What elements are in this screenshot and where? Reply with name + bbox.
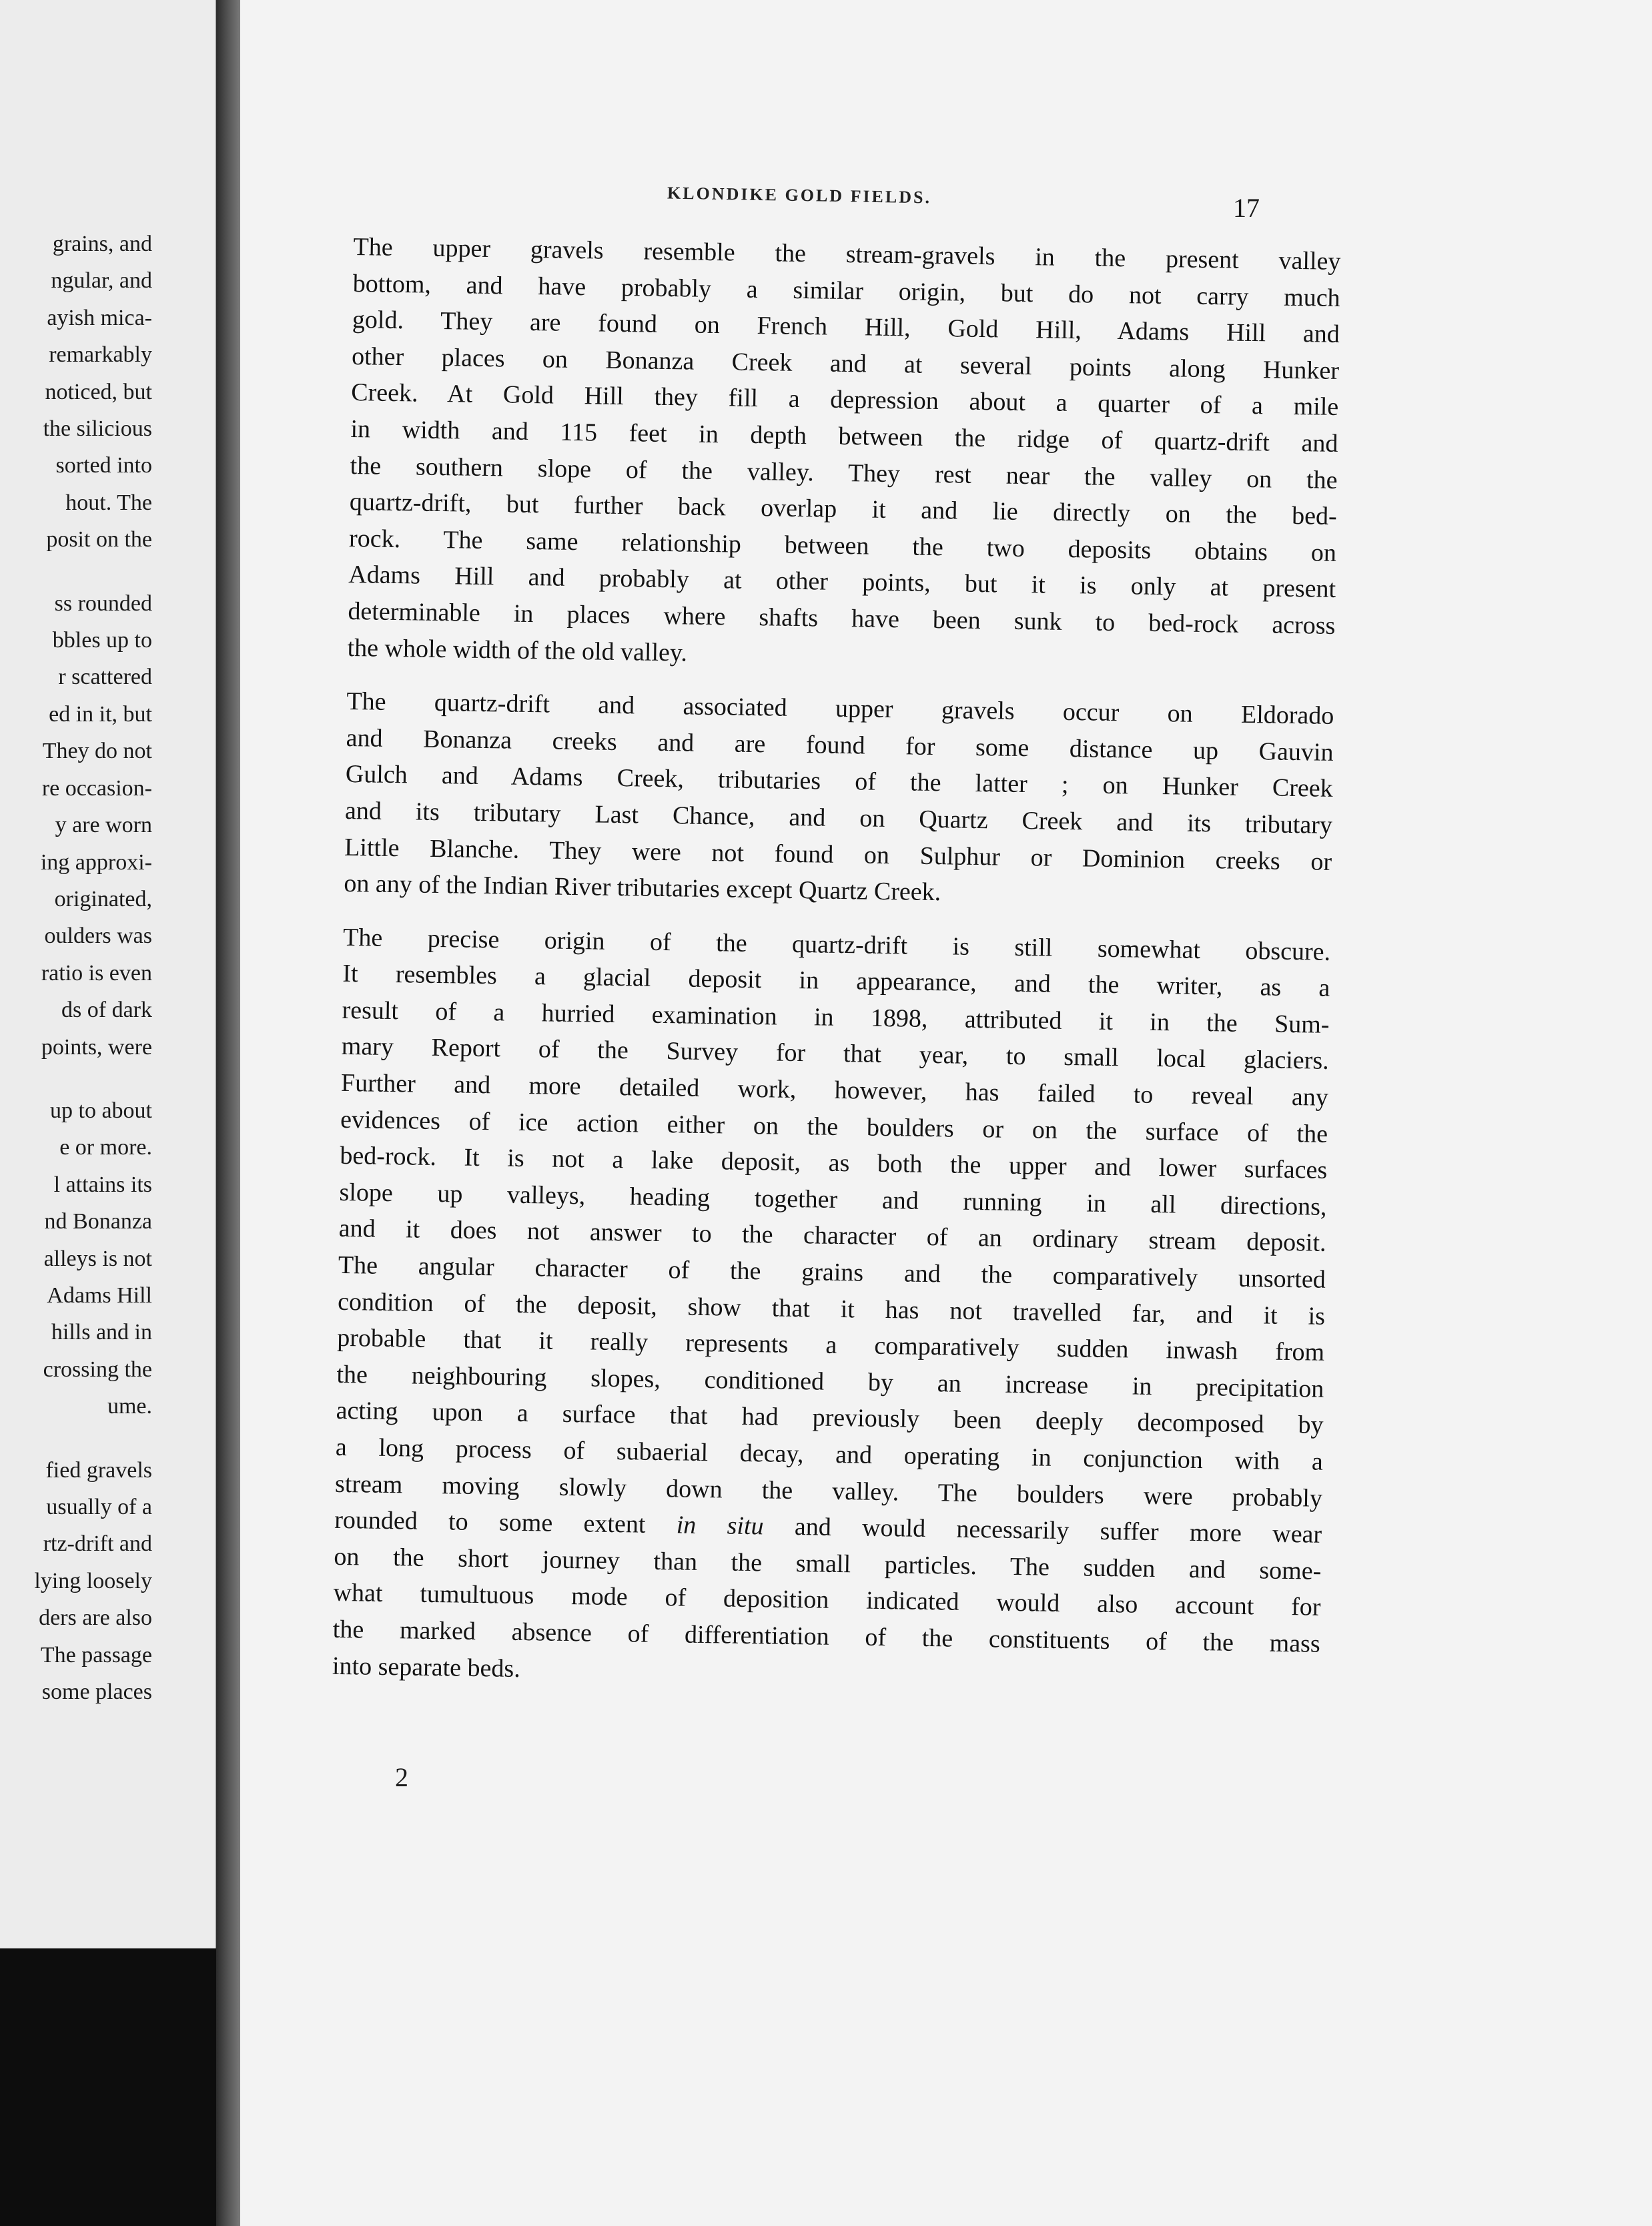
left-page-fragment <box>0 0 216 1948</box>
left-page-line: ngular, and <box>51 268 152 294</box>
text-line: The upper gravels resemble the stream-gravels in the present valley <box>353 233 1341 276</box>
text-line: and its tributary Last Chance, and on Quartz Creek and its tributary <box>344 796 1333 839</box>
text-line: a long process of subaerial decay, and operating in conjunction with a <box>335 1433 1324 1476</box>
left-page-line: alleys is not <box>43 1246 152 1271</box>
left-page-line: rtz-drift and <box>43 1531 152 1557</box>
text-line: quartz-drift, but further back overlap it and lie directly on the bed- <box>349 488 1338 531</box>
left-page-line: oulders was <box>44 923 152 949</box>
left-page-line: nd Bonanza <box>44 1209 152 1234</box>
left-page-line: ume. <box>107 1394 152 1419</box>
left-page-line: ing approxi- <box>40 849 152 875</box>
text-line: Adams Hill and probably at other points, but it is only at present <box>348 561 1336 604</box>
left-page-line: ratio is even <box>41 960 152 986</box>
left-page-line: lying loosely <box>34 1568 152 1593</box>
left-page-line: posit on the <box>46 527 152 552</box>
left-page-line: e or more. <box>59 1135 152 1160</box>
running-head: KLONDIKE GOLD FIELDS. <box>667 183 932 208</box>
text-line: probable that it really represents a comparatively sudden inwash from <box>337 1324 1325 1367</box>
left-page-line: l attains its <box>53 1172 152 1197</box>
left-page-line: crossing the <box>43 1357 152 1382</box>
left-page-line: hills and in <box>51 1320 152 1345</box>
left-page-line: remarkably <box>49 342 152 368</box>
text-line: other places on Bonanza Creek and at several points along Hunker <box>351 342 1340 385</box>
text-line: The precise origin of the quartz-drift is still somewhat obscure. <box>342 923 1331 966</box>
text-line: the whole width of the old valley. <box>347 633 688 667</box>
left-page-line: ss rounded <box>54 591 152 616</box>
paragraph-gap <box>0 1425 152 1452</box>
text-line: The quartz-drift and associated upper gravels occur on Eldorado <box>346 687 1334 731</box>
left-page-line: Adams Hill <box>47 1282 152 1308</box>
left-page-line: noticed, but <box>45 379 152 404</box>
left-page-line: points, were <box>41 1034 152 1060</box>
paragraph-gap <box>0 1066 152 1092</box>
text-line: into separate beds. <box>332 1651 521 1683</box>
left-page-line: They do not <box>42 739 152 764</box>
left-page-line: originated, <box>54 886 152 911</box>
left-page-line: re occasion- <box>41 775 152 801</box>
text-line: result of a hurried examination in 1898, attributed it in the Sum- <box>342 996 1330 1039</box>
left-page-line: y are worn <box>55 813 152 838</box>
left-page-line: ders are also <box>39 1605 152 1631</box>
left-page-line: ed in it, but <box>49 701 152 727</box>
text-line: the southern slope of the valley. They rest near the valley on the <box>350 451 1338 494</box>
right-page <box>240 0 1652 2226</box>
text-line: determinable in places where shafts have been sunk to bed-rock across <box>348 597 1336 640</box>
text-line: the marked absence of differentiation of the constituents of the mass <box>332 1615 1321 1658</box>
text-line: on the short journey than the small particles. The sudden and some- <box>334 1542 1322 1585</box>
book-gutter <box>216 0 240 2226</box>
text-line: what tumultuous mode of deposition indicated would also account for <box>333 1579 1321 1622</box>
text-line: condition of the deposit, show that it has not travelled far, and it is <box>337 1287 1326 1331</box>
text-line: bottom, and have probably a similar origin, but do not carry much <box>352 269 1340 312</box>
text-line: Further and more detailed work, however, has failed to reveal any <box>340 1068 1329 1112</box>
paragraph <box>297 683 1334 917</box>
paragraph-gap <box>0 559 152 585</box>
text-line: mary Report of the Survey for that year, to small local glaciers. <box>341 1032 1329 1076</box>
left-page-line: bbles up to <box>52 628 152 653</box>
text-line: rock. The same relationship between the two deposits obtains on <box>348 524 1337 567</box>
paragraph <box>300 228 1341 681</box>
text-line: stream moving slowly down the valley. The boulders were probably <box>334 1469 1323 1513</box>
left-page-line: fied gravels <box>45 1457 152 1483</box>
text-line: the neighbouring slopes, conditioned by an increase in precipitation <box>336 1360 1324 1403</box>
left-page-line: up to about <box>50 1098 152 1123</box>
text-line: on any of the Indian River tributaries except Quartz Creek. <box>344 869 941 907</box>
text-line: slope up valleys, heading together and running in all directions, <box>339 1178 1327 1221</box>
left-page-line: hout. The <box>65 490 152 515</box>
text-line: Gulch and Adams Creek, tributaries of the latter ; on Hunker Creek <box>345 760 1334 803</box>
paragraph <box>286 919 1331 1699</box>
text-line: It resembles a glacial deposit in appearance, and the writer, as a <box>342 960 1330 1003</box>
left-page-line: the silicious <box>43 416 152 442</box>
left-page-line: ds of dark <box>61 998 152 1023</box>
text-line: and Bonanza creeks and are found for some distance up Gauvin <box>346 723 1334 767</box>
left-page-text <box>0 226 152 1710</box>
text-line: rounded to some extent in situ and would necessarily suffer more wear <box>334 1506 1322 1549</box>
text-line: gold. They are found on French Hill, Gold Hill, Adams Hill and <box>352 306 1340 349</box>
text-line: Creek. At Gold Hill they fill a depression about a quarter of a mile <box>351 378 1339 422</box>
left-page-line: usually of a <box>46 1495 152 1519</box>
text-line: acting upon a surface that had previously been deeply decomposed by <box>336 1397 1324 1440</box>
left-page-line: r scattered <box>58 665 152 690</box>
left-page-line: The passage <box>40 1642 152 1667</box>
signature-mark: 2 <box>395 1762 408 1792</box>
left-page-line: grains, and <box>52 232 152 256</box>
page-number: 17 <box>1233 193 1260 223</box>
left-page-line: sorted into <box>55 453 152 478</box>
text-line: The angular character of the grains and the comparatively unsorted <box>338 1250 1326 1294</box>
text-line: and it does not answer to the character of an ordinary stream deposit. <box>338 1214 1326 1258</box>
body-text <box>285 228 1341 1716</box>
text-line: bed-rock. It is not a lake deposit, as both the upper and lower surfaces <box>340 1142 1328 1185</box>
text-line: evidences of ice action either on the boulders or on the surface of the <box>340 1105 1328 1148</box>
left-page-line: ayish mica- <box>47 305 152 330</box>
text-line: in width and 115 feet in depth between the ridge of quartz-drift and <box>350 414 1338 458</box>
left-page-line: some places <box>41 1680 152 1705</box>
text-line: Little Blanche. They were not found on Sulphur or Dominion creeks or <box>344 833 1332 876</box>
